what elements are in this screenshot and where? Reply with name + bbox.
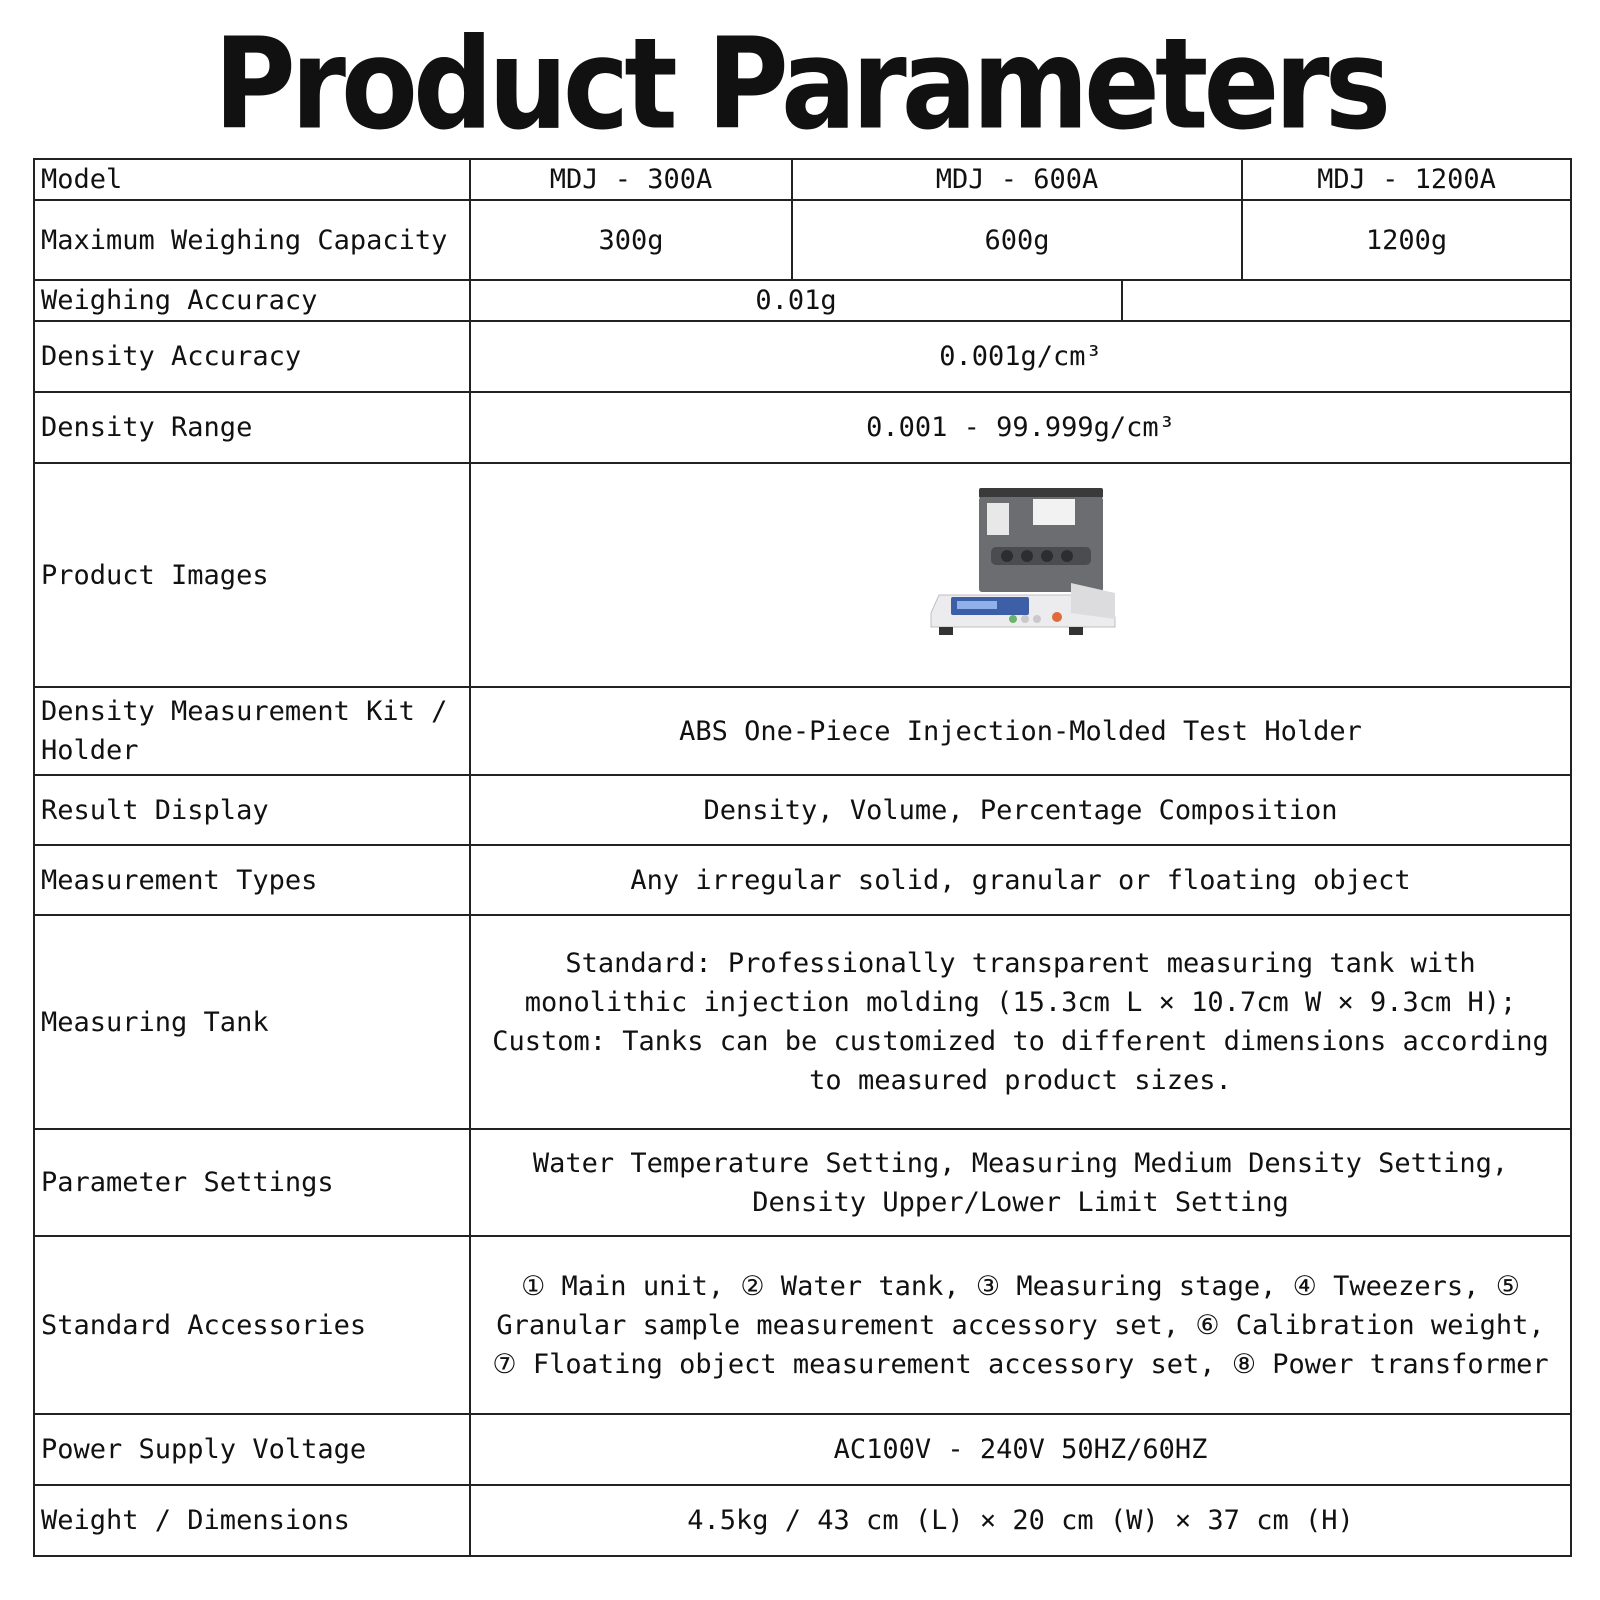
- measurement-types-value: Any irregular solid, granular or floating object: [470, 845, 1571, 915]
- row-power-supply: [34, 1414, 1571, 1485]
- density-range-value: 0.001 - 99.999g/cm³: [470, 392, 1571, 463]
- result-display-label: Result Display: [34, 775, 470, 845]
- row-weight-dimensions: [34, 1485, 1571, 1556]
- accessories-label: Standard Accessories: [34, 1236, 470, 1414]
- row-result-display: [34, 775, 1571, 845]
- result-display-value: Density, Volume, Percentage Composition: [470, 775, 1571, 845]
- row-product-images: [34, 463, 1571, 687]
- row-parameter-settings: [34, 1129, 1571, 1236]
- weight-label: Weight / Dimensions: [34, 1485, 470, 1556]
- measurement-types-label: Measurement Types: [34, 845, 470, 915]
- model-1200a: MDJ - 1200A: [1242, 159, 1571, 200]
- power-label: Power Supply Voltage: [34, 1414, 470, 1485]
- capacity-1200a: 1200g: [1242, 200, 1571, 280]
- model-600a: MDJ - 600A: [792, 159, 1242, 200]
- weighing-accuracy-empty-cell: [1122, 280, 1571, 321]
- page-title: Product Parameters: [213, 12, 1387, 158]
- kit-value: ABS One-Piece Injection-Molded Test Holder: [470, 687, 1571, 775]
- row-density-accuracy: [34, 321, 1571, 392]
- row-density-range: [34, 392, 1571, 463]
- density-accuracy-label: Density Accuracy: [34, 321, 470, 392]
- product-images-label: Product Images: [34, 463, 470, 687]
- row-measurement-types: [34, 845, 1571, 915]
- density-accuracy-value: 0.001g/cm³: [470, 321, 1571, 392]
- power-value: AC100V - 240V 50HZ/60HZ: [470, 1414, 1571, 1485]
- capacity-label: Maximum Weighing Capacity: [34, 200, 470, 280]
- kit-label: Density Measurement Kit / Holder: [34, 687, 470, 775]
- parameter-settings-label: Parameter Settings: [34, 1129, 470, 1236]
- capacity-300a: 300g: [470, 200, 792, 280]
- row-standard-accessories: [34, 1236, 1571, 1414]
- row-measuring-tank: [34, 915, 1571, 1129]
- measuring-tank-custom: Custom: Tanks can be customized to different dimensions according to measured product sizes.: [492, 1026, 1549, 1096]
- parameter-settings-value: Water Temperature Setting, Measuring Medium Density Setting, Density Upper/Lower Limit Setting: [470, 1129, 1571, 1236]
- row-capacity: [34, 200, 1571, 280]
- model-300a: MDJ - 300A: [470, 159, 792, 200]
- density-meter-image: [921, 485, 1121, 655]
- row-model: [34, 159, 1571, 200]
- weighing-accuracy-label: Weighing Accuracy: [34, 280, 470, 321]
- accessories-value: ① Main unit, ② Water tank, ③ Measuring stage, ④ Tweezers, ⑤ Granular sample measurement accessory set, ⑥ Calibration weight, ⑦ Floating object measurement accessory set, ⑧ Power transformer: [470, 1236, 1571, 1414]
- spec-table: [33, 158, 1572, 1557]
- row-kit: [34, 687, 1571, 775]
- model-label: Model: [34, 159, 470, 200]
- product-images-cell: [470, 463, 1571, 687]
- density-range-label: Density Range: [34, 392, 470, 463]
- measuring-tank-standard: Standard: Professionally transparent measuring tank with monolithic injection molding (15.3cm L × 10.7cm W × 9.3cm H);: [524, 948, 1517, 1018]
- capacity-600a: 600g: [792, 200, 1242, 280]
- weighing-accuracy-value: 0.01g: [470, 280, 1122, 321]
- row-weighing-accuracy: [34, 280, 1571, 321]
- measuring-tank-label: Measuring Tank: [34, 915, 470, 1129]
- measuring-tank-value: [470, 915, 1571, 1129]
- weight-value: 4.5kg / 43 cm (L) × 20 cm (W) × 37 cm (H): [470, 1485, 1571, 1556]
